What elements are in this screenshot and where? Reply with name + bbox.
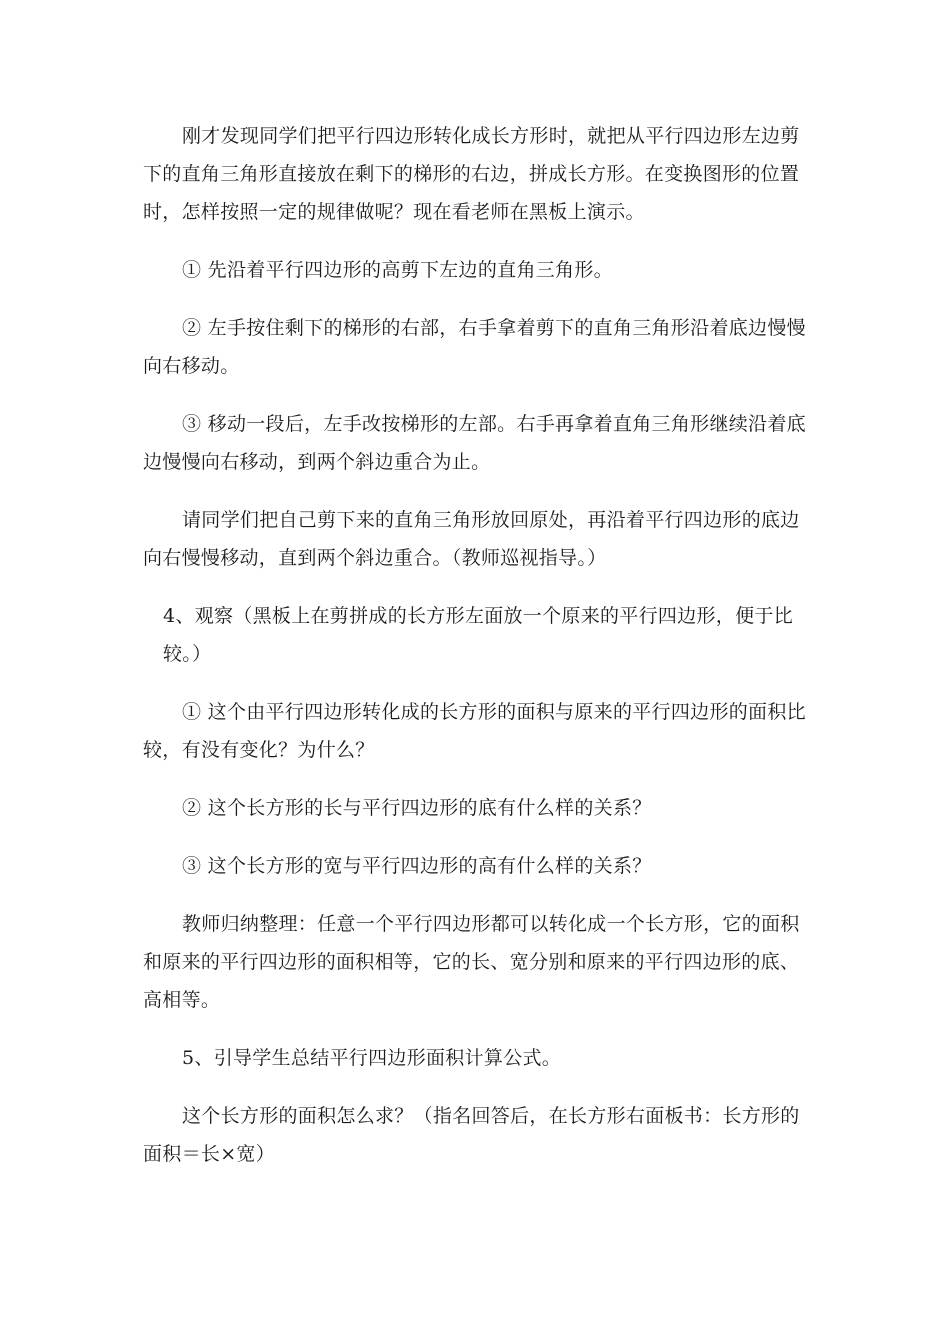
text-line: ② 这个长方形的长与平行四边形的底有什么样的关系？ xyxy=(182,797,652,819)
text-line: 向右慢慢移动，直到两个斜边重合。（教师巡视指导。） xyxy=(143,547,607,569)
text-line: ① 先沿着平行四边形的高剪下左边的直角三角形。 xyxy=(182,259,613,281)
text-line: 和原来的平行四边形的面积相等，它的长、宽分别和原来的平行四边形的底、 xyxy=(143,951,800,973)
text-line: 时，怎样按照一定的规律做呢？现在看老师在黑板上演示。 xyxy=(143,201,645,223)
text-line: 较。） xyxy=(163,643,212,665)
text-line: 边慢慢向右移动，到两个斜边重合为止。 xyxy=(143,451,491,473)
text-line: ③ 移动一段后，左手改按梯形的左部。右手再拿着直角三角形继续沿着底 xyxy=(182,413,806,435)
text-line: 面积＝长×宽） xyxy=(143,1143,276,1165)
text-line: ③ 这个长方形的宽与平行四边形的高有什么样的关系？ xyxy=(182,855,652,877)
text-line: 较，有没有变化？为什么？ xyxy=(143,739,375,761)
text-line: 高相等。 xyxy=(143,989,221,1011)
text-line: 这个长方形的面积怎么求？（指名回答后，在长方形右面板书：长方形的 xyxy=(182,1105,800,1127)
text-line: 请同学们把自己剪下来的直角三角形放回原处，再沿着平行四边形的底边 xyxy=(182,509,800,531)
text-line: ① 这个由平行四边形转化成的长方形的面积与原来的平行四边形的面积比 xyxy=(182,701,806,723)
text-line: 向右移动。 xyxy=(143,355,240,377)
text-line: ② 左手按住剩下的梯形的右部，右手拿着剪下的直角三角形沿着底边慢慢 xyxy=(182,317,806,339)
text-line: 4、观察（黑板上在剪拼成的长方形左面放一个原来的平行四边形，便于比 xyxy=(163,605,793,627)
text-line: 下的直角三角形直接放在剩下的梯形的右边，拼成长方形。在变换图形的位置 xyxy=(143,163,800,185)
text-line: 教师归纳整理：任意一个平行四边形都可以转化成一个长方形，它的面积 xyxy=(182,913,800,935)
text-line: 刚才发现同学们把平行四边形转化成长方形时，就把从平行四边形左边剪 xyxy=(182,125,800,147)
text-line: 5、引导学生总结平行四边形面积计算公式。 xyxy=(182,1047,562,1069)
